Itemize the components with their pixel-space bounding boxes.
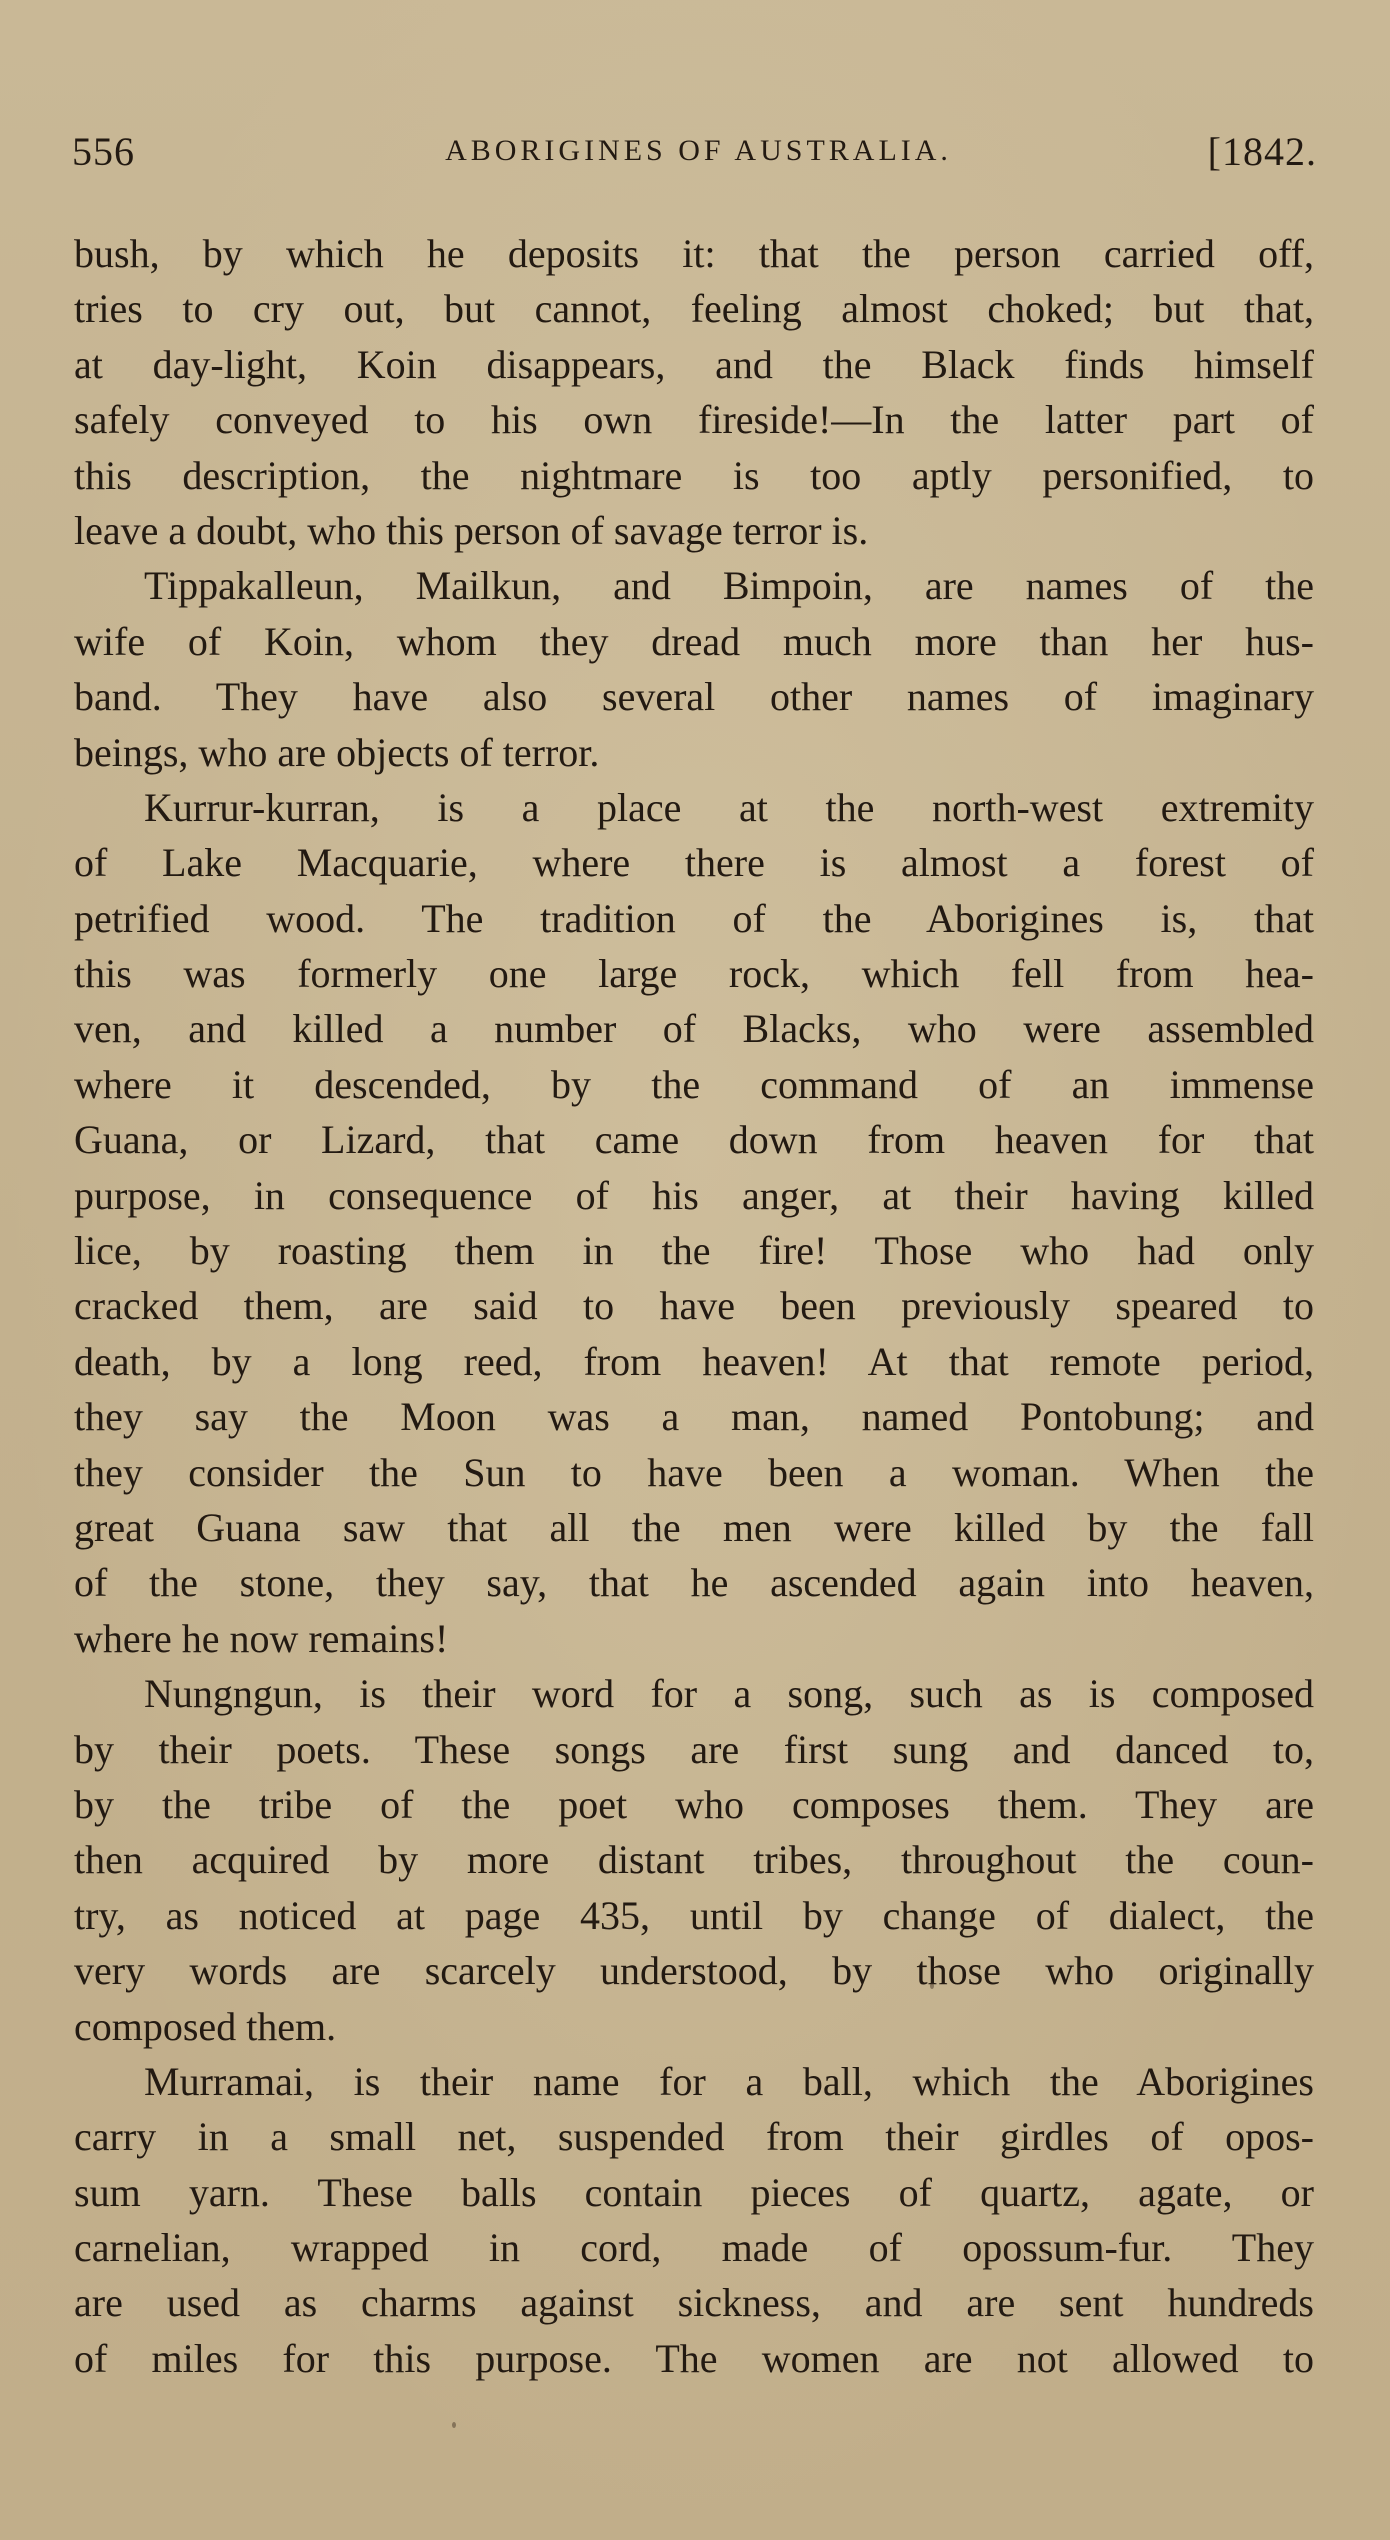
text-line: purpose, in consequence of his anger, at their having killed (74, 1172, 1314, 1218)
text-line: Guana, or Lizard, that came down from heaven for that (74, 1117, 1314, 1163)
paragraph-start-line: Murramai, is their name for a ball, which the Aborigines (144, 2058, 1314, 2104)
paragraph-start-line: Kurrur-kurran, is a place at the north-west extremity (144, 784, 1314, 830)
paper-speck (452, 2422, 456, 2428)
text-line: cracked them, are said to have been previously speared to (74, 1283, 1314, 1329)
running-head (72, 128, 1317, 188)
text-line: wife of Koin, whom they dread much more than her hus- (74, 618, 1314, 664)
text-line: they consider the Sun to have been a woman. When the (74, 1449, 1314, 1495)
text-line: lice, by roasting them in the fire! Those who had only (74, 1228, 1314, 1274)
text-line: carnelian, wrapped in cord, made of opossum-fur. They (74, 2225, 1314, 2271)
text-line: tries to cry out, but cannot, feeling almost choked; but that, (74, 286, 1314, 332)
paper-speck (930, 1983, 934, 1989)
text-line: they say the Moon was a man, named Pontobung; and (74, 1394, 1314, 1440)
text-line: petrified wood. The tradition of the Aborigines is, that (74, 895, 1314, 941)
page-number: 556 (72, 129, 135, 174)
text-line: this description, the nightmare is too aptly personified, to (74, 452, 1314, 498)
text-line: then acquired by more distant tribes, throughout the coun- (74, 1837, 1314, 1883)
paragraph-start-line: Tippakalleun, Mailkun, and Bimpoin, are names of the (144, 563, 1314, 609)
text-line: by their poets. These songs are first sung and danced to, (74, 1726, 1314, 1772)
text-line: sum yarn. These balls contain pieces of quartz, agate, or (74, 2169, 1314, 2215)
text-line: at day-light, Koin disappears, and the Black finds himself (74, 341, 1314, 387)
text-line: death, by a long reed, from heaven! At that remote period, (74, 1338, 1314, 1384)
text-line: of Lake Macquarie, where there is almost a forest of (74, 840, 1314, 886)
text-line: of the stone, they say, that he ascended again into heaven, (74, 1560, 1314, 1606)
text-line: where it descended, by the command of an immense (74, 1061, 1314, 1107)
text-line: bush, by which he deposits it: that the person carried off, (74, 231, 1314, 276)
text-line: composed them. (74, 2003, 337, 2049)
text-line: beings, who are objects of terror. (74, 729, 600, 775)
text-line: try, as noticed at page 435, until by change of dialect, the (74, 1892, 1314, 1938)
text-line: are used as charms against sickness, and are sent hundreds (74, 2280, 1314, 2326)
paragraph-start-line: Nungngun, is their word for a song, such as is composed (144, 1671, 1314, 1717)
text-line: this was formerly one large rock, which fell from hea- (74, 951, 1314, 997)
text-line: great Guana saw that all the men were killed by the fall (74, 1504, 1314, 1550)
text-line: safely conveyed to his own fireside!—In the latter part of (74, 397, 1314, 443)
text-line: where he now remains! (74, 1615, 449, 1661)
text-line: ven, and killed a number of Blacks, who were assembled (74, 1006, 1314, 1052)
year-label: [1842. (1207, 129, 1317, 174)
text-line: by the tribe of the poet who composes them. They are (74, 1781, 1314, 1827)
text-line: of miles for this purpose. The women are not allowed to (74, 2335, 1314, 2381)
text-line: band. They have also several other names of imaginary (74, 674, 1314, 720)
text-line: leave a doubt, who this person of savage terror is. (74, 507, 869, 553)
body-text (74, 226, 1314, 2386)
text-line: carry in a small net, suspended from their girdles of opos- (74, 2114, 1314, 2160)
text-line: very words are scarcely understood, by those who originally (74, 1948, 1314, 1994)
running-title: ABORIGINES OF AUSTRALIA. (445, 134, 952, 167)
